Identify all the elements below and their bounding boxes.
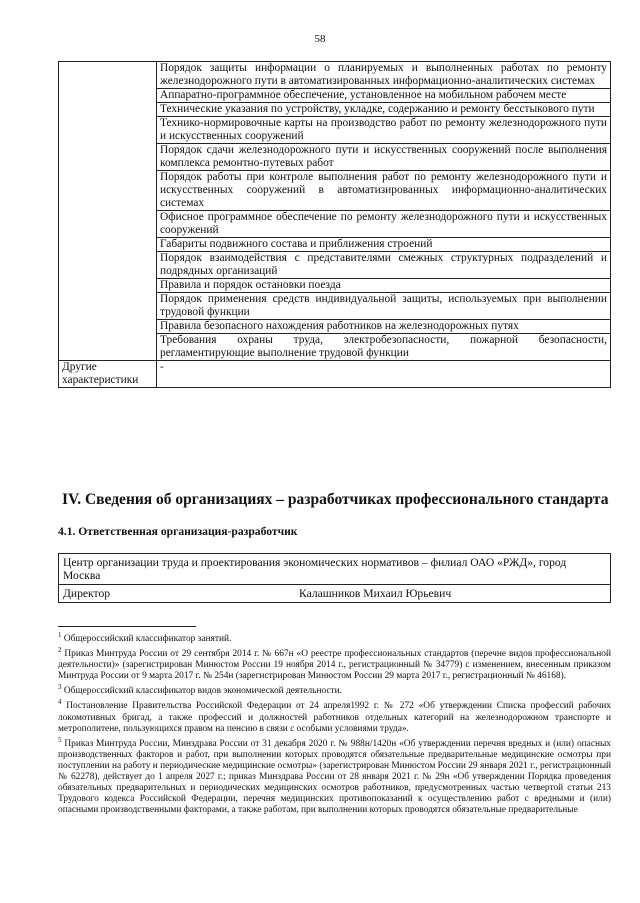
footnote-number: 2 [58,646,62,655]
table-cell: Порядок применения средств индивидуальной защиты, используемых при выполнении трудовой функции [157,293,611,320]
table-cell: Офисное программное обеспечение по ремонту железнодорожного пути и искусственных сооружений [157,211,611,238]
director-label: Директор [63,587,111,600]
table-cell: Порядок работы при контроле выполнения работ по ремонту железнодорожного пути и искусственных сооружений в автоматизированных информационно-аналитических системах [157,171,611,211]
footnote-text: Приказ Минтруда России от 29 сентября 2014 г. № 667н «О реестре профессиональных стандартов (перечне видов профессиональной деятельности)» (зарегистрирован Минюстом России 19 ноября 2014 г., регистрационный № 34779) с изменением, внесенным приказом Минтруда России от 9 марта 2017 г. № 254н (зарегистрирован Минюстом России 29 марта 2017 г., регистрационный № 46168). [58,649,611,682]
table-cell: Порядок взаимодействия с представителями смежных структурных подразделений и подрядных организаций [157,252,611,279]
section-heading: IV. Сведения об организациях – разработчиках профессионального стандарта [62,491,609,508]
knowledge-table [58,61,611,388]
other-characteristics-label: Другие характеристики [59,361,157,388]
table-cell: Аппаратно-программное обеспечение, установленное на мобильном рабочем месте [157,89,611,103]
table-cell: Порядок сдачи железнодорожного пути и искусственных сооружений после выполнения комплекса ремонтно-путевых работ [157,144,611,171]
other-characteristics-value: - [157,361,611,388]
director-name: Калашников Михаил Юрьевич [299,587,452,600]
footnote [58,645,611,682]
table-row [59,62,611,89]
organization-name: Центр организации труда и проектирования экономических нормативов – филиал ОАО «РЖД», город Москва [59,554,611,585]
table-cell: Технические указания по устройству, укладке, содержанию и ремонту бесстыкового пути [157,103,611,117]
footnote-text: Постановление Правительства Российской Федерации от 24 апреля1992 г. № 272 «Об утверждении Списка профессий рабочих локомотивных бригад, а также профессий и должностей работников отдельных категорий на железнодорожном транспорте и метрополитене, пользующихся правом на пенсию в связи с особыми условиями труда». [58,701,611,734]
knowledge-table-body [59,62,611,388]
subsection-heading: 4.1. Ответственная организация-разработчик [58,525,298,538]
table-row [59,554,611,585]
footnote [58,697,611,734]
table-cell: Габариты подвижного состава и приближения строений [157,238,611,252]
table-row-other [59,361,611,388]
footnote-number: 1 [58,631,62,639]
table-cell: Порядок защиты информации о планируемых и выполненных работах по ремонту железнодорожного пути в автоматизированных информационно-аналитических системах [157,62,611,89]
footnote-divider [58,626,196,627]
footnote-number: 4 [58,698,62,707]
knowledge-label-cell [59,62,157,361]
footnote-text: Приказ Минтруда России, Минздрава России от 31 декабря 2020 г. № 988н/1420н «Об утверждении перечня вредных и (или) опасных производственных факторов и работ, при выполнении которых проводятся обязательные предварительные медицинские осмотры при поступлении на работу и периодические медицинские осмотры» (зарегистрирован Минюстом России 29 января 2021 г., регистрационный № 62278), действует до 1 апреля 2027 г.; приказ Минздрава России от 28 января 2021 г. № 29н «Об утверждении Порядка проведения обязательных предварительных и периодических медицинских осмотров работников, предусмотренных частью четвертой статьи 213 Трудового кодекса Российской Федерации, перечня медицинских противопоказаний к осуществлению работ с вредными и (или) опасными производственными факторами, а также работам, при выполнении которых проводятся обязательные предварительные [58,738,612,815]
footnote-number: 5 [58,735,62,744]
footnote-text: Общероссийский классификатор занятий. [61,634,232,645]
table-cell: Правила и порядок остановки поезда [157,279,611,293]
footnote-text: Общероссийский классификатор видов экономической деятельности. [61,686,343,697]
footnote [58,630,611,645]
footnote [58,682,611,697]
footnotes [58,630,611,816]
page-number: 58 [314,33,326,45]
table-cell: Правила безопасного нахождения работников на железнодорожных путях [157,320,611,334]
organization-table [58,553,611,603]
table-row [59,585,611,603]
footnote-number: 3 [58,683,62,692]
director-cell [59,585,611,603]
table-cell: Требования охраны труда, электробезопасности, пожарной безопасности, регламентирующие выполнение трудовой функции [157,334,611,361]
organization-table-body [59,554,611,603]
footnote [58,735,611,816]
table-cell: Технико-нормировочные карты на производство работ по ремонту железнодорожного пути и искусственных сооружений [157,117,611,144]
